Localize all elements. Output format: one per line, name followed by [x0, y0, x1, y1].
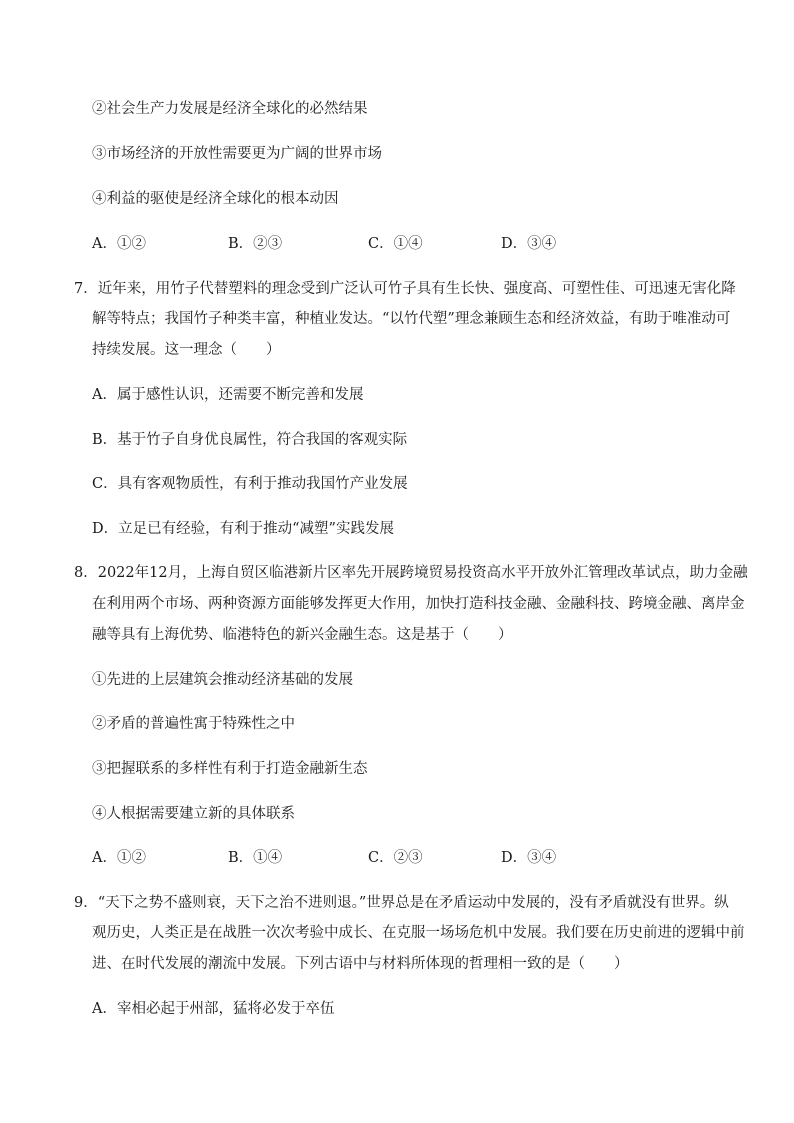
- q9-choice-a: A．宰相必起于州部，猛将必发于卒伍: [92, 1001, 335, 1017]
- q8-item-3: ③把握联系的多样性有利于打造金融新生态: [92, 761, 368, 777]
- q8-stem-line-2: 在利用两个市场、两种资源方面能够发挥更大作用，加快打造科技金融、金融科技、跨境金融、离岸金: [92, 596, 745, 612]
- q7-choice-a: A．属于感性认识，还需要不断完善和发展: [92, 387, 364, 403]
- q6-item-4: ④利益的驱使是经济全球化的根本动因: [92, 191, 339, 207]
- q8-options: [92, 847, 652, 869]
- q7-stem-line-3: 持续发展。这一理念（ ）: [92, 342, 281, 358]
- q6-option-d: D．③④: [501, 236, 557, 252]
- q6-item-2: ②社会生产力发展是经济全球化的必然结果: [92, 101, 368, 117]
- q8-option-c: C．②③: [368, 850, 423, 866]
- q8-stem-line-1: 8．2022年12月，上海自贸区临港新片区率先开展跨境贸易投资高水平开放外汇管理改革试点，助力金融: [74, 565, 748, 581]
- q8-item-1: ①先进的上层建筑会推动经济基础的发展: [92, 672, 353, 688]
- q6-options: [92, 233, 652, 255]
- q9-stem-line-2: 观历史，人类正是在战胜一次次考验中成长、在克服一场场危机中发展。我们要在历史前进的逻辑中前: [92, 925, 745, 941]
- q8-item-2: ②矛盾的普遍性寓于特殊性之中: [92, 716, 295, 732]
- q7-stem-line-2: 解等特点；我国竹子种类丰富，种植业发达。“以竹代塑”理念兼顾生态和经济效益，有助于唯准动可: [92, 311, 731, 327]
- q6-option-b: B．②③: [228, 236, 283, 252]
- q8-item-4: ④人根据需要建立新的具体联系: [92, 806, 295, 822]
- q8-option-b: B．①④: [228, 850, 283, 866]
- q9-stem-line-3: 进、在时代发展的潮流中发展。下列古语中与材料所体现的哲理相一致的是（ ）: [92, 956, 629, 972]
- q7-choice-c: C．具有客观物质性，有利于推动我国竹产业发展: [92, 476, 408, 492]
- q8-stem-line-3: 融等具有上海优势、临港特色的新兴金融生态。这是基于（ ）: [92, 627, 513, 643]
- q9-stem-line-1: 9．“天下之势不盛则衰，天下之治不进则退。”世界总是在矛盾运动中发展的，没有矛盾就没有世界。纵: [74, 895, 729, 911]
- q7-choice-d: D．立足已有经验，有利于推动“减塑”实践发展: [92, 521, 394, 537]
- q6-item-3: ③市场经济的开放性需要更为广阔的世界市场: [92, 146, 382, 162]
- q8-option-a: A．①②: [92, 850, 146, 866]
- q6-option-c: C．①④: [368, 236, 423, 252]
- q8-option-d: D．③④: [501, 850, 557, 866]
- q7-stem-line-1: 7．近年来，用竹子代替塑料的理念受到广泛认可竹子具有生长快、强度高、可塑性佳、可迅速无害化降: [74, 281, 736, 297]
- q7-choice-b: B．基于竹子自身优良属性，符合我国的客观实际: [92, 432, 408, 448]
- q6-option-a: A．①②: [92, 236, 146, 252]
